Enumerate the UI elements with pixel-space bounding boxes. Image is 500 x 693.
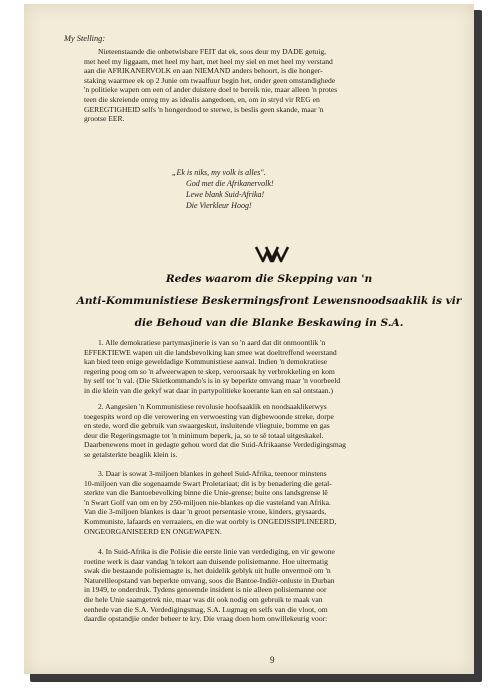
title-line: Anti-Kommunistiese Beskermingsfront Lewensnoodsaaklik is vir	[76, 295, 462, 307]
text-line: Nieteenstaande die onbetwisbare FEIT dat ek, soos deur my DADE getuig,	[98, 47, 327, 56]
emblem-logo	[254, 245, 290, 263]
text-line: daardie opstandjie onder beheer te kry. Die vraag doen hom onwillekeurig voor:	[84, 614, 328, 624]
text-line: GEREGTIGHEID selfs 'n hongerdood te sterwe, is beslis geen skande, maar 'n	[84, 104, 324, 114]
title-line: die Behoud van die Blanke Beskawing in S.A.	[134, 317, 404, 329]
text-line: 'n politieke wapen om een of ander duistere doel te bereik nie, maar alleen 'n protes	[84, 85, 338, 95]
intro-paragraph	[84, 47, 480, 124]
quote-line: Lewe blank Suid-Afrika!	[186, 190, 265, 199]
text-line: Kommuniste, lafaards en verraaiers, en die wat oorbly is ONGEDISSIPLINEERD,	[84, 516, 337, 526]
text-line: 4. In Suid-Afrika is die Polisie die eerste linie van verdediging, en vir gewone	[98, 547, 335, 556]
text-line: Naturellleopstand van beperkte omvang, soos die Bantoe-Indiër-onluste in Durban	[84, 575, 335, 585]
section-heading: My Stelling:	[64, 34, 106, 43]
document-page	[24, 4, 474, 674]
text-line: kan bied teen enige geweldadige Kommunistiese aanval. Indien 'n demokratiese	[84, 357, 328, 367]
text-line: regering poog om so 'n afweerwapen te skep, veroorsaak hy verbrokkeling en kom	[84, 366, 335, 376]
text-line: toegespits word op die verowering en verwoesting van digbewoonde streke, dorpe	[84, 411, 334, 421]
quote-line: God met die Afrikanervolk!	[186, 179, 274, 188]
text-line: grootse EER.	[84, 114, 125, 124]
text-line: 'n Swart Golf van om en by 250-miljoen nie-blankes op die vasteland van Afrika.	[84, 497, 331, 507]
text-line: ONGEORGANISEERD EN ONGEWAPEN.	[84, 526, 222, 536]
text-line: 1. Alle demokratiese partymasjinerie is van so 'n aard dat dit onmoontlik 'n	[98, 338, 326, 347]
paragraph-4	[84, 547, 480, 624]
text-line: sterkte van die Bantoebevolking binne die Unie-grense; buite ons landsgrense lê	[84, 488, 328, 498]
text-line: en stede, word die gebruik van swaargeskut, insluitende vliegtuie, bomme en gas	[84, 421, 330, 431]
text-line: Daarbenewens moet in gedagte gehou word dat die Suid-Afrikaanse Verdedigingsmag	[84, 440, 346, 450]
text-line: Van die 3-miljoen blankes is daar 'n groot persentasie vroue, kinders, grysaards,	[84, 507, 327, 517]
text-line: hy self tot 'n val. (Die Skietkommando's is in sy beperkte omvang maar 'n voorbeeld	[84, 376, 341, 386]
text-line: roetine werk is daar vandag 'n tekort aan duisende polisiemanne. Hoe uitermatig	[84, 556, 328, 566]
text-line: deur die Regeringsmagte tot 'n minimum beperk, ja, so te sê totaal uitgeskakel.	[84, 430, 324, 440]
text-line: met heel my liggaam, met heel my hart, met heel my siel en met heel my verstand	[84, 56, 333, 66]
title-line: Redes waarom die Skepping van 'n	[165, 273, 373, 285]
paragraph-1	[84, 338, 480, 396]
text-line: se getalsterkte beaglik klein is.	[84, 449, 178, 459]
quote-line: Die Vierkleur Hoog!	[186, 201, 252, 210]
quote-line: „Ek is niks, my volk is alles".	[172, 168, 266, 177]
text-line: 2. Aangesien 'n Kommunistiese revolusie hoofsaaklik en noodsaaklikerwys	[98, 402, 327, 411]
text-line: 3. Daar is sowat 3-miljoen blankes in geheel Suid-Afrika, teenoor minstens	[98, 469, 327, 478]
text-line: staking waarmee ek op 2 Junie om twaalfuur begin het, onder geen omstandighede	[84, 75, 336, 85]
page-number: 9	[270, 655, 275, 665]
paragraph-3	[84, 469, 480, 536]
text-line: in 1949, te onderdruk. Tydens genoemde insident is nie alleen polisiemanne oor	[84, 585, 327, 595]
text-line: teen die skreiende onreg my as idealis aangedoen, en, om in stryd vir REG en	[84, 94, 320, 104]
text-line: in die klein van die gekyf wat daar in partypolitieke koerante kan en sal ontstaan.)	[84, 385, 334, 395]
text-line: swak die bestaande polisiemagte is, het duidelik geblyk uit hulle onvermoë om 'n	[84, 566, 331, 576]
text-line: die hele Unie saamgetrek nie, maar was dit ook nodig om gebruik te maak van	[84, 594, 323, 604]
text-line: eenhede van die S.A. Verdedigingsmag, S.A. Lugmag en selfs van die vloot, om	[84, 604, 328, 614]
text-line: 10-miljoen van die sogenaamde Swart Proletariaat; dit is by benadering die getal-	[84, 478, 332, 488]
text-line: EFFEKTIEWE wapen uit die landsbevolking kan smee wat doeltreffend weerstand	[84, 347, 337, 357]
text-line: aan die AFRIKANERVOLK en aan NIEMAND anders behoort, is die honger-	[84, 66, 323, 76]
quote-block	[172, 167, 274, 211]
paragraph-2	[84, 402, 480, 460]
